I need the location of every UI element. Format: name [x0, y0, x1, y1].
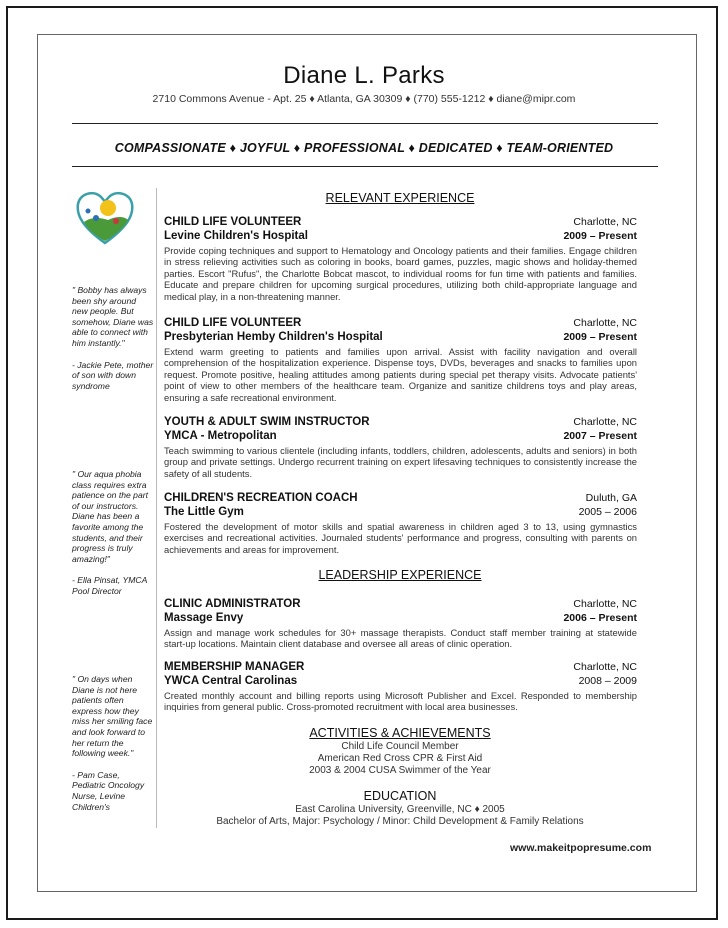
testimonial-author: - Ella Pinsat, YMCA Pool Director	[72, 575, 147, 596]
job-title: CHILDREN'S RECREATION COACH	[164, 492, 358, 504]
sidebar-divider	[156, 188, 157, 828]
job-entry	[164, 317, 637, 403]
job-location: Charlotte, NC	[573, 317, 637, 329]
website-link[interactable]: www.makeitpopresume.com	[510, 842, 652, 854]
job-organization: YWCA Central Carolinas	[164, 674, 298, 687]
job-organization: Levine Children's Hospital	[164, 229, 308, 242]
tagline-rule	[72, 166, 658, 167]
education-line: Bachelor of Arts, Major: Psychology / Minor: Child Development & Family Relations	[216, 816, 584, 827]
job-description: Fostered the development of motor skills and spatial awareness in children aged 3 to 13, using gymnastics exercises and recreational activities. Journaled students' performance and progress, consulting with parents on achievements and areas for improvement.	[164, 520, 637, 555]
job-location: Charlotte, NC	[573, 416, 637, 428]
section-heading-activities: ACTIVITIES & ACHIEVEMENTS	[309, 726, 491, 740]
education-section	[160, 789, 640, 828]
education-line: East Carolina University, Greenville, NC ♦ 2005	[295, 804, 505, 815]
testimonial-author: - Pam Case, Pediatric Oncology Nurse, Levine Children's	[72, 769, 145, 812]
job-organization: The Little Gym	[164, 505, 244, 518]
job-dates: 2007 – Present	[563, 429, 637, 442]
section-heading-relevant-experience: RELEVANT EXPERIENCE	[325, 191, 475, 205]
job-dates: 2009 – Present	[563, 330, 637, 343]
job-entry	[164, 661, 637, 713]
activities-section	[160, 726, 640, 777]
job-description: Provide coping techniques and support to Hematology and Oncology patients and their families. Engage children in stress relieving activities such as coloring in books, board games, puzzles, magic shows and holiday-themed parties. Escort "Rufus", the Charlotte Bobcat mascot, to individual rooms for fun time with patients and families. Educate and prepare children for upcoming surgical procedures, utilizing both child-appropriate language and medical play, in a non-threatening manner.	[164, 244, 637, 302]
job-description: Created monthly account and billing reports using Microsoft Publisher and Excel. Responded to membership inquiries from general public. Cross-promoted recruitment with local area businesses.	[164, 689, 637, 713]
job-dates: 2008 – 2009	[578, 674, 637, 687]
job-location: Duluth, GA	[585, 492, 637, 504]
job-dates: 2009 – Present	[563, 229, 637, 242]
job-organization: Massage Envy	[164, 611, 244, 624]
top-rule	[72, 123, 658, 124]
job-location: Charlotte, NC	[573, 661, 637, 673]
resume-name: Diane L. Parks	[283, 62, 445, 89]
activity-item: American Red Cross CPR & First Aid	[317, 753, 483, 764]
testimonial-text: " Bobby has always been shy around new people. But somehow, Diane was able to connect with him instantly."	[72, 285, 154, 348]
job-description: Assign and manage work schedules for 30+ massage therapists. Conduct staff member training at statewide start-up locations. Maintain client database and oversee all areas of clinic operation.	[164, 626, 637, 650]
job-organization: YMCA - Metropolitan	[164, 429, 277, 442]
testimonial-quote	[72, 469, 154, 597]
job-description: Teach swimming to various clientele (including infants, toddlers, children, adolescents, adults and seniors) in both group and private settings. Undergo recurrent training on expert lifesaving techniques to consistently increase the safety of all students.	[164, 444, 637, 479]
contact-line: 2710 Commons Avenue - Apt. 25 ♦ Atlanta, GA 30309 ♦ (770) 555-1212 ♦ diane@mipr.com	[152, 93, 576, 105]
testimonial-text: " On days when Diane is not here patients often express how they miss her smiling face and look forward to her return the following week."	[72, 674, 153, 759]
job-title: CHILD LIFE VOLUNTEER	[164, 317, 302, 329]
section-heading-education: EDUCATION	[363, 789, 437, 803]
testimonial-quote	[72, 285, 154, 391]
job-title: CHILD LIFE VOLUNTEER	[164, 216, 302, 228]
job-entry	[164, 416, 637, 479]
testimonial-quote	[72, 674, 154, 812]
job-title: YOUTH & ADULT SWIM INSTRUCTOR	[164, 416, 370, 428]
testimonial-author: - Jackie Pete, mother of son with down syndrome	[72, 359, 154, 391]
job-location: Charlotte, NC	[573, 216, 637, 228]
job-location: Charlotte, NC	[573, 598, 637, 610]
job-description: Extend warm greeting to patients and families upon arrival. Assist with facility navigation and overall comprehension of the hospitalization experience. Dispense toys, DVDs, beverages and snacks to families upon request. Promote positive, healing attitudes among patients during special pet therapy visits. Advocate patients' point of view to other members of the healthcare team. Organize and sanitize childrens toys and play areas, ensuring a safe recreational environment.	[164, 345, 637, 403]
activity-item: Child Life Council Member	[341, 741, 459, 752]
job-dates: 2006 – Present	[563, 611, 637, 624]
testimonial-text: " Our aqua phobia class requires extra patience on the part of our instructors. Diane has been a favorite among the students, and their progress is truly amazing!"	[72, 469, 148, 564]
job-organization: Presbyterian Hemby Children's Hospital	[164, 330, 383, 343]
heart-logo-icon	[74, 186, 136, 248]
job-entry	[164, 216, 637, 302]
job-title: CLINIC ADMINISTRATOR	[164, 598, 301, 610]
activity-item: 2003 & 2004 CUSA Swimmer of the Year	[309, 765, 491, 776]
job-entry	[164, 598, 637, 650]
job-title: MEMBERSHIP MANAGER	[164, 661, 305, 673]
section-heading-leadership-experience: LEADERSHIP EXPERIENCE	[318, 568, 482, 582]
tagline: COMPASSIONATE ♦ JOYFUL ♦ PROFESSIONAL ♦ DEDICATED ♦ TEAM-ORIENTED	[114, 141, 614, 155]
job-dates: 2005 – 2006	[578, 505, 637, 518]
job-entry	[164, 492, 637, 555]
